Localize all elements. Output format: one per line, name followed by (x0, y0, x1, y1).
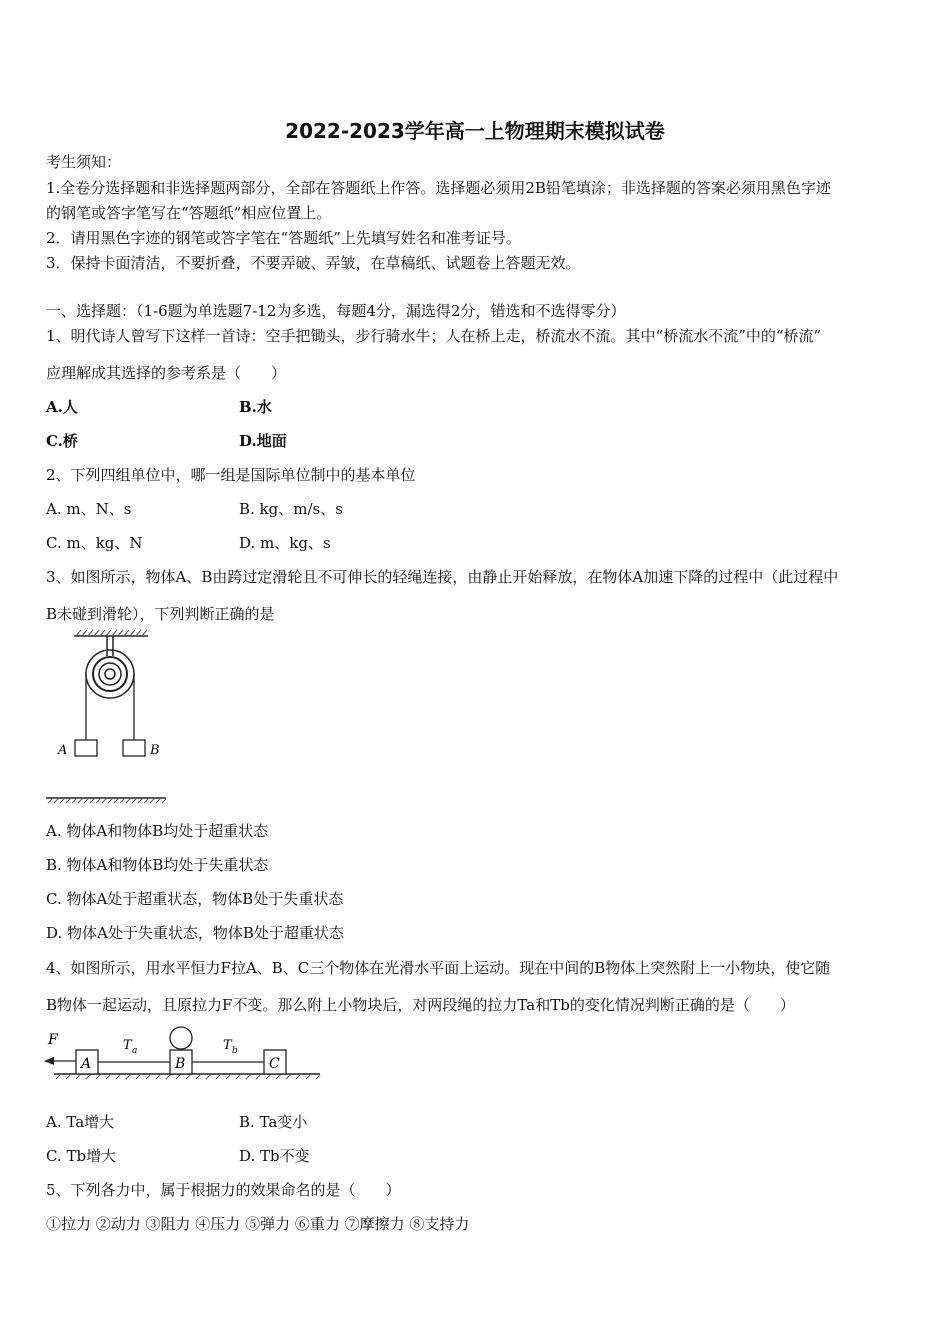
q5-stem: 5、下列各力中，属于根据力的效果命名的是（ ） (46, 1181, 401, 1199)
block-a-label: A (81, 1056, 92, 1072)
q4-stem-line1: 4、如图所示，用水平恒力F拉A、B、C三个物体在光滑水平面上运动。现在中间的B物体上突然附上一小物块，使它随 (46, 959, 831, 977)
q3-option-c: C. 物体A处于超重状态，物体B处于失重状态 (46, 890, 344, 908)
block-c-label: C (269, 1056, 280, 1072)
q1-option-a: A.人 (46, 398, 78, 416)
notice-item-3: 3．保持卡面清洁，不要折叠，不要弄破、弄皱，在草稿纸、试题卷上答题无效。 (46, 254, 581, 272)
q4-stem-line2: B物体一起运动，且原拉力F不变。那么附上小物块后，对两段绳的拉力Ta和Tb的变化情况判断正确的是（ ） (46, 996, 795, 1014)
q5-options: ①拉力 ②动力 ③阻力 ④压力 ⑤弹力 ⑥重力 ⑦摩擦力 ⑧支持力 (46, 1215, 470, 1233)
label-a: A (58, 743, 68, 758)
q3-stem-line1: 3、如图所示，物体A、B由跨过定滑轮且不可伸长的轻绳连接，由静止开始释放，在物体A加速下降的过程中（此过程中 (46, 568, 839, 586)
block-a (75, 740, 97, 756)
label-ta: T (123, 1038, 132, 1053)
q4-option-c: C. Tb增大 (46, 1147, 117, 1165)
q1-option-d: D.地面 (239, 432, 287, 450)
q3-option-b: B. 物体A和物体B均处于失重状态 (46, 856, 269, 874)
q2-option-b: B. kg、m/s、s (239, 500, 343, 518)
q1-option-b: B.水 (239, 398, 272, 416)
q2-option-d: D. m、kg、s (239, 534, 331, 552)
label-ta-sub: a (132, 1046, 138, 1056)
notice-item-2: 2．请用黑色字迹的钢笔或答字笔在“答题纸”上先填写姓名和准考证号。 (46, 229, 521, 247)
pulley-figure (40, 628, 180, 808)
q4-option-a: A. Ta增大 (46, 1113, 115, 1131)
block-b (123, 740, 145, 756)
q1-stem-line1: 1、明代诗人曾写下这样一首诗：空手把锄头，步行骑水牛；人在桥上走，桥流水不流。其中“桥流水不流”中的“桥流” (46, 327, 822, 345)
q3-option-d: D. 物体A处于失重状态，物体B处于超重状态 (46, 924, 344, 942)
label-f: F (48, 1032, 58, 1048)
q2-stem: 2、下列四组单位中，哪一组是国际单位制中的基本单位 (46, 466, 416, 484)
blocks-figure (40, 1022, 330, 1082)
label-tb: T (223, 1038, 232, 1053)
section-heading: 一、选择题：（1-6题为单选题7-12为多选，每题4分，漏选得2分，错选和不选得零分） (46, 302, 626, 320)
q1-stem-line2: 应理解成其选择的参考系是（ ） (46, 364, 287, 382)
notice-heading: 考生须知： (46, 153, 122, 171)
arrow-head (44, 1057, 54, 1065)
exam-title: 2022-2023学年高一上物理期末模拟试卷 (285, 119, 665, 143)
label-b: B (150, 743, 160, 758)
small-ball (170, 1027, 192, 1049)
block-b-label: B (175, 1056, 186, 1072)
q4-option-b: B. Ta变小 (239, 1113, 308, 1131)
label-tb-sub: b (232, 1046, 238, 1056)
q2-option-c: C. m、kg、N (46, 534, 143, 552)
q3-option-a: A. 物体A和物体B均处于超重状态 (46, 822, 269, 840)
q4-option-d: D. Tb不变 (239, 1147, 310, 1165)
notice-item-1: 1.全卷分选择题和非选择题两部分，全部在答题纸上作答。选择题必须用2B铅笔填涂；非选择题的答案必须用黑色字迹 (46, 179, 831, 197)
q2-option-a: A. m、N、s (46, 500, 132, 518)
q1-option-c: C.桥 (46, 432, 78, 450)
notice-item-1-cont: 的钢笔或答字笔写在“答题纸”相应位置上。 (46, 204, 332, 222)
q3-stem-line2: B未碰到滑轮），下列判断正确的是 (46, 605, 275, 623)
